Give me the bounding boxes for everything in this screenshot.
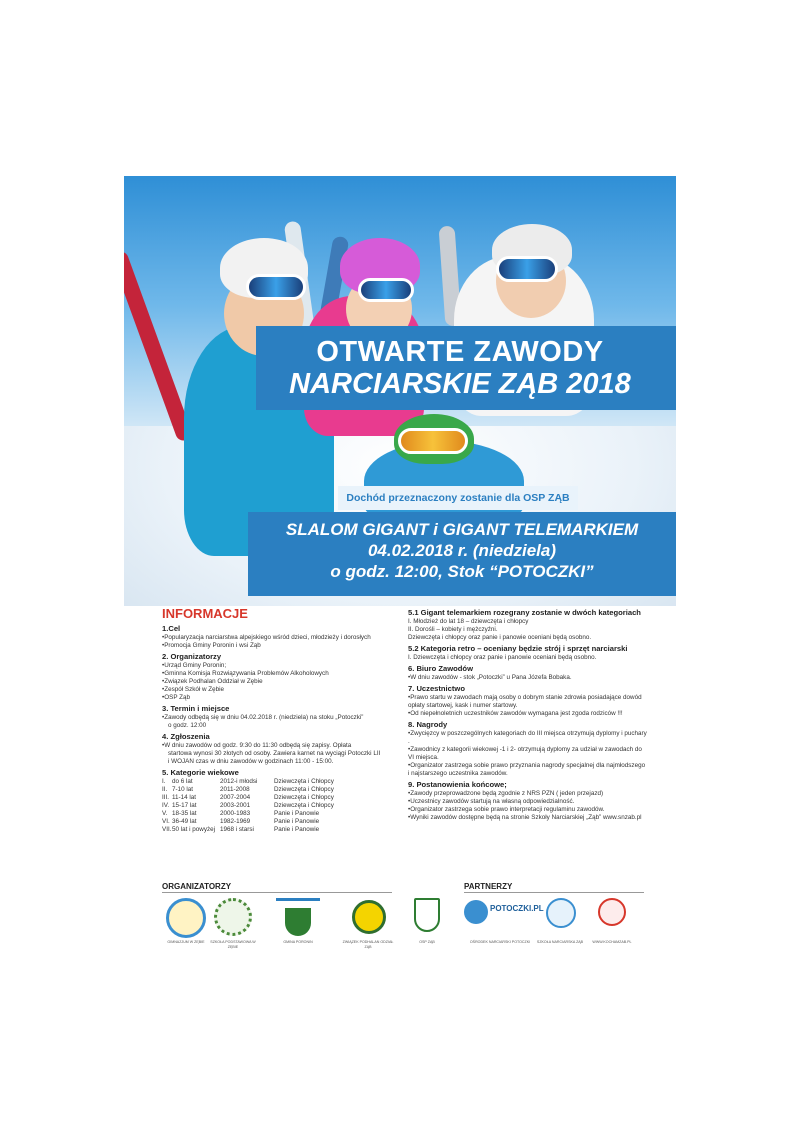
organizer-caption: ZWIĄZEK PODHALAN ODZIAŁ ZĄB <box>342 940 394 949</box>
event-banner <box>248 512 676 596</box>
income-note: Dochód przeznaczony zostanie dla OSP ZĄB <box>346 492 570 504</box>
skier-mid-goggles <box>358 278 414 302</box>
income-note-banner <box>338 486 578 510</box>
organizer-caption: SZKOŁA PODSTAWOWA W ZĘBIE <box>210 940 256 949</box>
list-item: • Zwycięzcy w poszczególnych kategoriach do III miejsca otrzymują dyplomy i puchary . <box>408 730 648 746</box>
event-line-3: o godz. 12:00, Stok “POTOCZKI” <box>330 562 594 581</box>
list-item: • W dniu zawodów od godz. 9:30 do 11:30 odbędą się zapisy. Opłata <box>162 742 400 750</box>
list-item: • Promocja Gminy Poronin i wsi Ząb <box>162 642 400 650</box>
section-title: 5.1 Gigant telemarkiem rozegrany zostanie w dwóch kategoriach <box>408 608 641 617</box>
cell: 2012-i młodsi <box>220 778 258 785</box>
organizer-caption: GIMNAZJUM W ZĘBIE <box>167 940 205 944</box>
cell: Panie i Panowie <box>274 826 320 833</box>
list-item: • Zawody odbędą się w dniu 04.02.2018 r. (niedziela) na stoku „Potoczki” <box>162 714 400 722</box>
title-banner <box>256 326 676 410</box>
left-column <box>162 606 400 834</box>
list-item: • Organizator zastrzega sobie prawo interpretacji regulaminu zawodów. <box>408 806 648 814</box>
cell: 2011-2008 <box>220 786 250 793</box>
list-item: • Prawo startu w zawodach mają osoby o dobrym stanie zdrowia posiadające dowód opłaty startowej, kask i numer startowy. <box>408 694 648 710</box>
szkola-narciarska-logo <box>546 898 576 928</box>
cell: VII. <box>162 826 172 833</box>
potoczki-circle-icon <box>464 900 488 924</box>
section-title: 5.2 Kategoria retro – oceniany będzie strój i sprzęt narciarski <box>408 644 628 653</box>
cell: Dziewczęta i Chłopcy <box>274 794 334 801</box>
partner-caption: SZKOŁA NARCIARSKA ZĄB <box>536 940 584 944</box>
cell: II. <box>162 786 168 793</box>
zwiazek-podhalan-logo <box>352 900 386 934</box>
organizer-caption: GMINA PORONIN <box>283 940 313 944</box>
list-item: I. Młodzież do lat 18 – dziewczęta i chłopcy <box>408 618 529 625</box>
table-row <box>162 826 400 834</box>
cell: 2000-1983 <box>220 810 251 817</box>
list-item: • Zespół Szkół w Zębie <box>162 686 400 694</box>
list-item: • OSP Ząb <box>162 694 400 702</box>
table-row <box>162 818 400 826</box>
cell: 15-17 lat <box>172 802 197 809</box>
cell: 11-14 lat <box>172 794 197 801</box>
kochamzab-logo <box>598 898 626 926</box>
partners-divider <box>464 892 644 893</box>
section-title: 5. Kategorie wiekowe <box>162 768 239 777</box>
organizers-divider <box>162 892 392 893</box>
title-line-2: NARCIARSKIE ZĄB 2018 <box>289 368 631 400</box>
event-line-1: SLALOM GIGANT i GIGANT TELEMARKIEM <box>285 520 639 539</box>
skier-bottom-goggles <box>398 428 468 454</box>
hero-photo <box>124 176 676 606</box>
list-item: • Gminna Komisja Rozwiązywania Problemów Alkoholowych <box>162 670 400 678</box>
table-row <box>162 810 400 818</box>
table-row <box>162 802 400 810</box>
event-line-2: 04.02.2018 r. (niedziela) <box>367 541 557 560</box>
cell: Dziewczęta i Chłopcy <box>274 802 334 809</box>
cell: Dziewczęta i Chłopcy <box>274 786 334 793</box>
potoczki-logo <box>464 900 542 924</box>
gimnazjum-logo <box>166 898 206 938</box>
table-row <box>162 778 400 786</box>
title-line-1: OTWARTE ZAWODY <box>316 336 604 368</box>
section-title: 1.Cel <box>162 624 181 633</box>
cell: IV. <box>162 802 170 809</box>
list-item: startowa wynosi 30 złotych od osoby. Zawiera karnet na wyciągi Potoczki LII <box>168 750 381 757</box>
list-item: Dziewczęta i chłopcy oraz panie i panowie oceniani będą osobno. <box>408 634 592 641</box>
table-row <box>162 794 400 802</box>
list-item: • Zawody przeprowadzone będą zgodnie z NRS PZN ( jeden przejazd) <box>408 790 648 798</box>
list-item: • Zawodnicy z kategorii wiekowej -1 i 2- otrzymują dyplomy za udział w zawodach do VI miejsca. <box>408 746 648 762</box>
list-item: • Związek Podhalan Oddział w Zębie <box>162 678 400 686</box>
cell: 1968 i starsi <box>220 826 254 833</box>
cell: 2007-2004 <box>220 794 251 801</box>
cell: 1982-1969 <box>220 818 251 825</box>
partner-caption: OŚRODEK NARCIARSKI POTOCZKI <box>469 940 531 944</box>
poster <box>124 176 676 956</box>
section-title: 2. Organizatorzy <box>162 652 222 661</box>
list-item: • W dniu zawodów - stok „Potoczki” u Pana Józefa Bobaka. <box>408 674 648 682</box>
partners-heading: PARTNERZY <box>464 882 513 891</box>
skier-right-goggles <box>496 256 558 282</box>
list-item: • Wyniki zawodów dostępne będą na stronie Szkoły Narciarskiej „Ząb” www.snzab.pl <box>408 814 648 822</box>
cell: V. <box>162 810 168 817</box>
section-title: 7. Uczestnictwo <box>408 684 465 693</box>
cell: do 6 lat <box>172 778 193 785</box>
cell: 18-35 lat <box>172 810 197 817</box>
organizer-caption: OSP ZĄB <box>419 940 435 944</box>
cell: 50 lat i powyżej <box>172 826 216 833</box>
section-title: 4. Zgłoszenia <box>162 732 210 741</box>
cell: 7-10 lat <box>172 786 194 793</box>
cell: VI. <box>162 818 170 825</box>
cell: I. <box>162 778 166 785</box>
gmina-poronin-logo <box>276 898 320 938</box>
partner-caption: WWW.KOCHAMZAB.PL <box>592 940 632 944</box>
osp-zab-logo <box>414 898 440 932</box>
list-item: • Uczestnicy zawodów startują na własną odpowiedzialność. <box>408 798 648 806</box>
potoczki-logo-text: POTOCZKI.PL <box>490 904 544 913</box>
list-item: • Popularyzacja narciarstwa alpejskiego wśród dzieci, młodzieży i dorosłych <box>162 634 400 642</box>
age-category-table <box>162 778 400 834</box>
list-item: • Od niepełnoletnich uczestników zawodów wymagana jest zgoda rodziców !!! <box>408 710 648 718</box>
table-row <box>162 786 400 794</box>
skier-left-goggles <box>246 274 306 300</box>
list-item: I. Dziewczęta i chłopcy oraz panie i panowie oceniani będą osobno. <box>408 654 597 661</box>
section-title: 9. Postanowienia końcowe; <box>408 780 507 789</box>
section-title: 6. Biuro Zawodów <box>408 664 473 673</box>
cell: III. <box>162 794 169 801</box>
cell: Panie i Panowie <box>274 818 320 825</box>
cell: Panie i Panowie <box>274 810 320 817</box>
section-title: 3. Termin i miejsce <box>162 704 230 713</box>
right-column <box>408 606 648 822</box>
organizers-heading: ORGANIZATORZY <box>162 882 232 891</box>
cell: 36-49 lat <box>172 818 197 825</box>
section-title: 8. Nagrody <box>408 720 448 729</box>
list-item: • Urząd Gminy Poronin; <box>162 662 400 670</box>
szkola-logo <box>214 898 252 936</box>
list-item: II. Dorośli – kobiety i mężczyźni. <box>408 626 498 633</box>
cell: 2003-2001 <box>220 802 251 809</box>
list-item: o godz. 12:00 <box>168 722 207 729</box>
list-item: i WOJAN czas w dniu zawodów w godzinach 11:00 - 15:00. <box>168 758 334 765</box>
content <box>124 606 676 956</box>
info-heading: INFORMACJE <box>162 606 248 621</box>
cell: Dziewczęta i Chłopcy <box>274 778 334 785</box>
list-item: • Organizator zastrzega sobie prawo przyznania nagrody specjalnej dla najmłodszego i najstarszego uczestnika zawodów. <box>408 762 648 778</box>
